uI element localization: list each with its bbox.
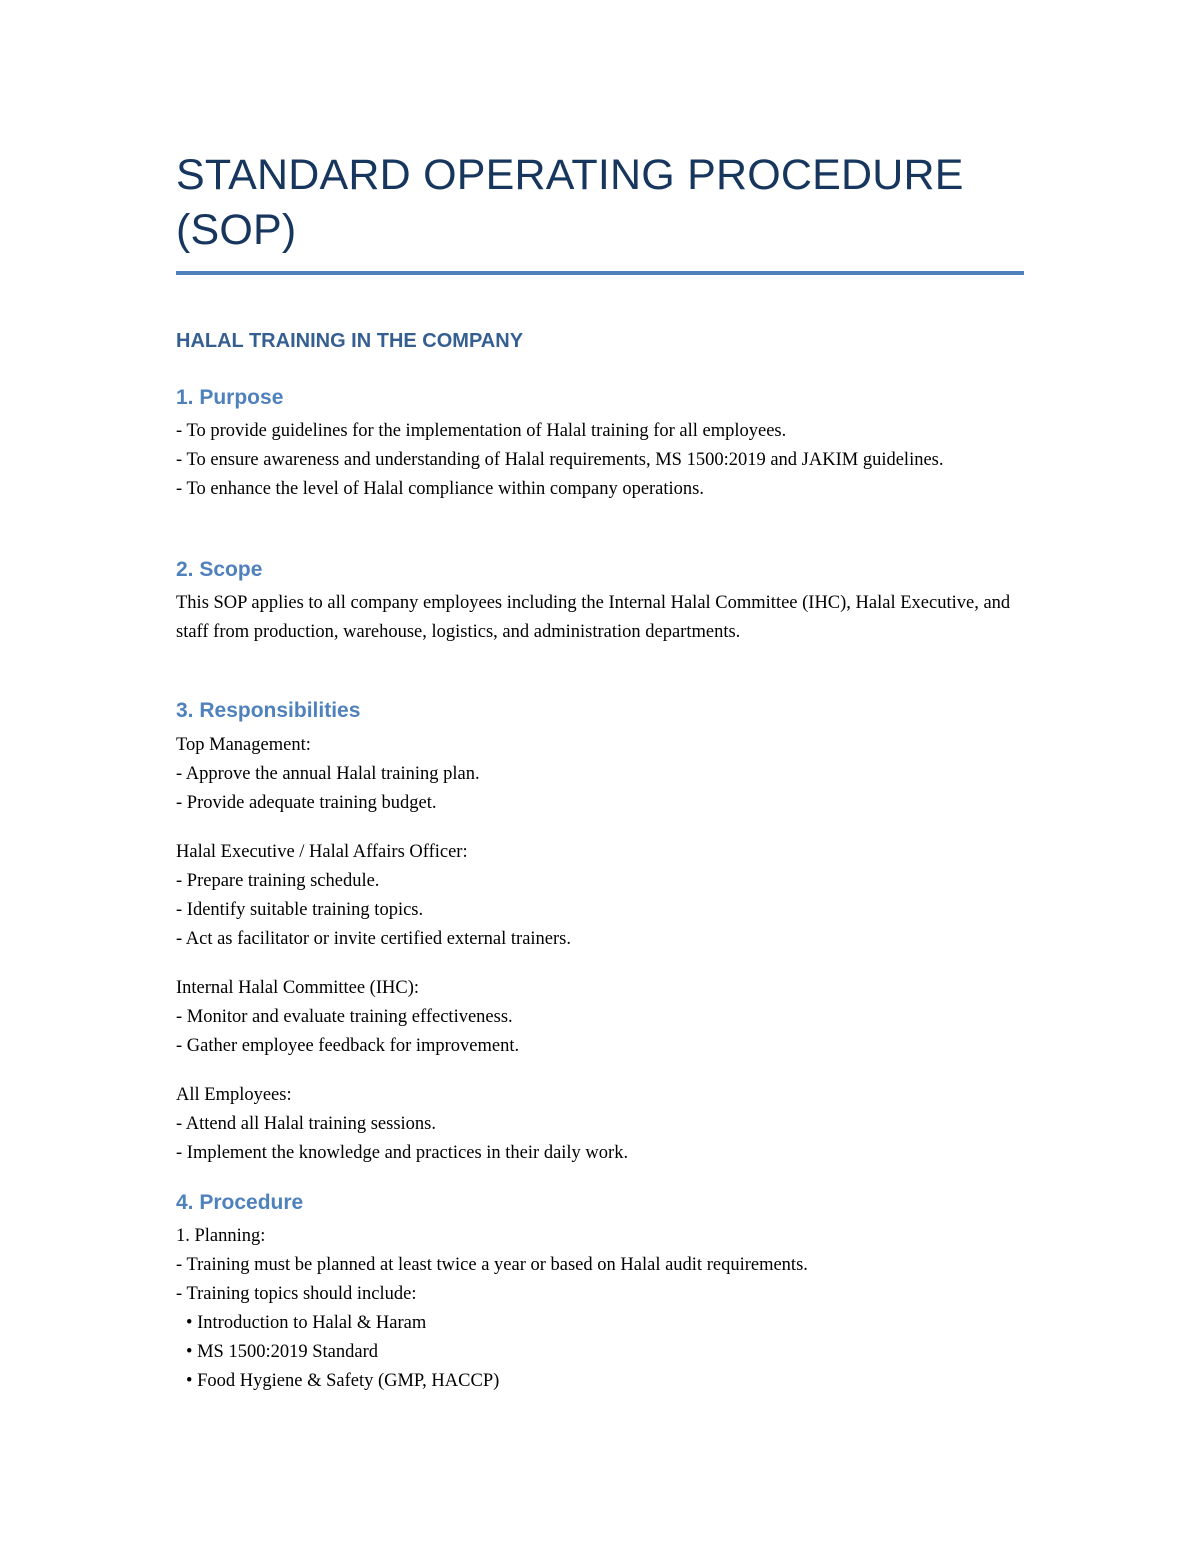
responsibilities-body <box>176 731 1024 1168</box>
document-subtitle: HALAL TRAINING IN THE COMPANY <box>176 330 524 352</box>
role-top-management: Top Management: <box>176 735 311 755</box>
scope-text: This SOP applies to all company employees including the Internal Halal Committee (IHC), Halal Executive, and staff from production, warehouse, logistics, and administration departments. <box>176 593 1011 642</box>
purpose-heading: 1. Purpose <box>176 386 284 409</box>
scope-heading: 2. Scope <box>176 558 263 581</box>
role-item: - Implement the knowledge and practices in their daily work. <box>176 1143 629 1163</box>
role-item: - Act as facilitator or invite certified external trainers. <box>176 929 572 949</box>
purpose-line-2: - To ensure awareness and understanding of Halal requirements, MS 1500:2019 and JAKIM guidelines. <box>176 450 944 470</box>
title-underline <box>176 271 1024 275</box>
purpose-line-1: - To provide guidelines for the implementation of Halal training for all employees. <box>176 421 787 441</box>
document-title: STANDARD OPERATING PROCEDURE (SOP) <box>176 151 964 254</box>
purpose-line-3: - To enhance the level of Halal compliance within company operations. <box>176 479 704 499</box>
procedure-heading: 4. Procedure <box>176 1191 304 1214</box>
role-ihc: Internal Halal Committee (IHC): <box>176 978 419 998</box>
role-halal-executive: Halal Executive / Halal Affairs Officer: <box>176 842 468 862</box>
spacer <box>176 1061 1024 1081</box>
procedure-body <box>176 1222 1024 1396</box>
spacer <box>176 954 1024 974</box>
procedure-line: - Training topics should include: <box>176 1284 417 1304</box>
role-item: - Provide adequate training budget. <box>176 793 437 813</box>
procedure-line: - Training must be planned at least twice a year or based on Halal audit requirements. <box>176 1255 808 1275</box>
spacer <box>176 818 1024 838</box>
purpose-body <box>176 417 1024 504</box>
role-all-employees: All Employees: <box>176 1085 292 1105</box>
role-item: - Approve the annual Halal training plan. <box>176 764 480 784</box>
responsibilities-heading: 3. Responsibilities <box>176 699 361 722</box>
role-item: - Attend all Halal training sessions. <box>176 1114 436 1134</box>
role-item: - Monitor and evaluate training effectiveness. <box>176 1007 513 1027</box>
procedure-step-planning: 1. Planning: <box>176 1226 266 1246</box>
topic-bullet: • MS 1500:2019 Standard <box>186 1342 378 1362</box>
topic-bullet: • Food Hygiene & Safety (GMP, HACCP) <box>186 1371 500 1391</box>
role-item: - Prepare training schedule. <box>176 871 380 891</box>
role-item: - Gather employee feedback for improvement. <box>176 1036 520 1056</box>
role-item: - Identify suitable training topics. <box>176 900 424 920</box>
scope-body <box>176 589 1024 647</box>
topic-bullet: • Introduction to Halal & Haram <box>186 1313 427 1333</box>
